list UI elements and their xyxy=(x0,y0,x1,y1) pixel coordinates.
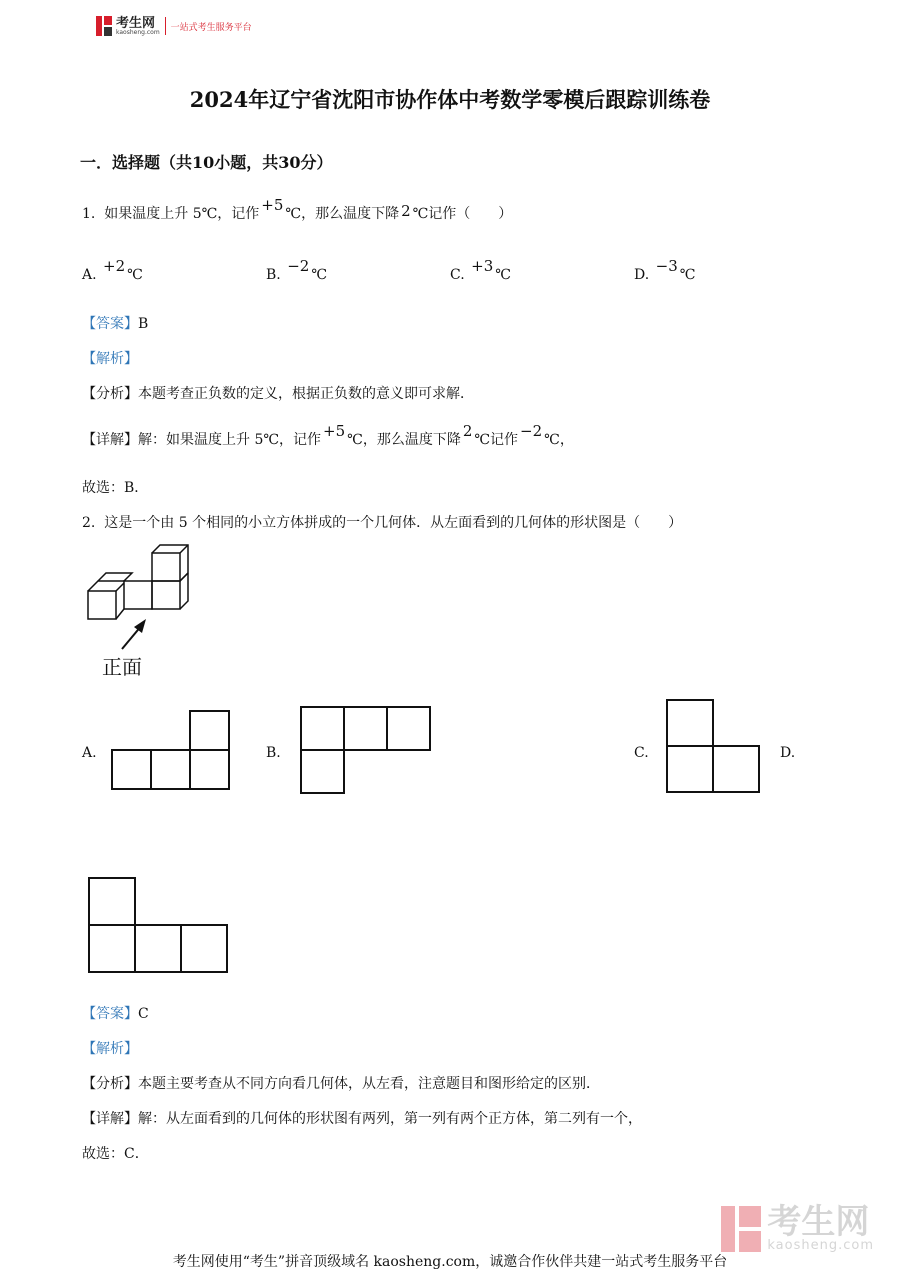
kaosheng-watermark-icon xyxy=(721,1206,761,1252)
q1-conclusion: 故选：B． xyxy=(82,480,149,496)
question-1-stem: 1. 如果温度上升 5℃，记作 +5 ℃，那么温度下降 2 ℃记作（ ） xyxy=(82,196,513,222)
q2-analysis-tag: 【解析】 xyxy=(82,1041,138,1057)
watermark-name: 考生网 xyxy=(767,1202,870,1242)
q1-fenxi: 【分析】本题考查正负数的定义，根据正负数的意义即可求解． xyxy=(82,386,474,402)
q2-option-b-figure[interactable] xyxy=(300,706,432,796)
logo-slogan: 一站式考生服务平台 xyxy=(170,22,252,33)
header-logo xyxy=(96,16,252,36)
q2-option-a-label[interactable]: A. xyxy=(82,745,97,761)
kaosheng-logo-icon xyxy=(96,16,112,36)
q1-analysis-tag: 【解析】 xyxy=(82,351,138,367)
page-title: 2024年辽宁省沈阳市协作体中考数学零模后跟踪训练卷 xyxy=(189,87,711,112)
logo-name: 考生网 xyxy=(116,15,156,31)
q2-xiangjie: 【详解】解：从左面看到的几何体的形状图有两列，第一列有两个正方体，第二列有一个， xyxy=(82,1111,642,1127)
q2-option-a-figure[interactable] xyxy=(110,710,232,792)
q2-fenxi: 【分析】本题主要考查从不同方向看几何体，从左看，注意题目和图形给定的区别． xyxy=(82,1076,600,1092)
q2-option-d-label[interactable]: D. xyxy=(780,745,796,761)
q1-option-a[interactable]: A. +2 ℃ xyxy=(82,257,143,283)
watermark-domain: kaosheng.com xyxy=(767,1238,874,1253)
q2-conclusion: 故选：C． xyxy=(82,1146,149,1162)
logo-domain: kaosheng.com xyxy=(116,28,160,36)
q1-option-d[interactable]: D. −3 ℃ xyxy=(634,257,696,283)
q1-option-c[interactable]: C. +3 ℃ xyxy=(450,257,511,283)
q1-answer: 【答案】B xyxy=(82,316,149,332)
watermark xyxy=(721,1202,874,1253)
q2-option-c-label[interactable]: C. xyxy=(634,745,649,761)
q2-option-d-figure[interactable] xyxy=(88,877,230,974)
q2-option-c-figure[interactable] xyxy=(666,699,762,795)
section-heading: 一．选择题（共10小题，共30分） xyxy=(80,153,333,172)
footer-text: 考生网使用“考生”拼音顶级域名 kaosheng.com，诚邀合作伙伴共建一站式考生服务平台 xyxy=(172,1254,728,1270)
cube-solid-figure xyxy=(80,543,195,683)
question-2-stem: 2. 这是一个由 5 个相同的小立方体拼成的一个几何体．从左面看到的几何体的形状图是（ ） xyxy=(82,515,683,531)
front-label: 正面 xyxy=(102,655,142,679)
q1-option-b[interactable]: B. −2 ℃ xyxy=(266,257,327,283)
q1-xiangjie: 【详解】解：如果温度上升 5℃，记作 +5 ℃，那么温度下降 2 ℃记作 −2 ℃， xyxy=(82,422,574,448)
q2-option-b-label[interactable]: B. xyxy=(266,745,281,761)
q2-answer: 【答案】C xyxy=(82,1006,149,1022)
